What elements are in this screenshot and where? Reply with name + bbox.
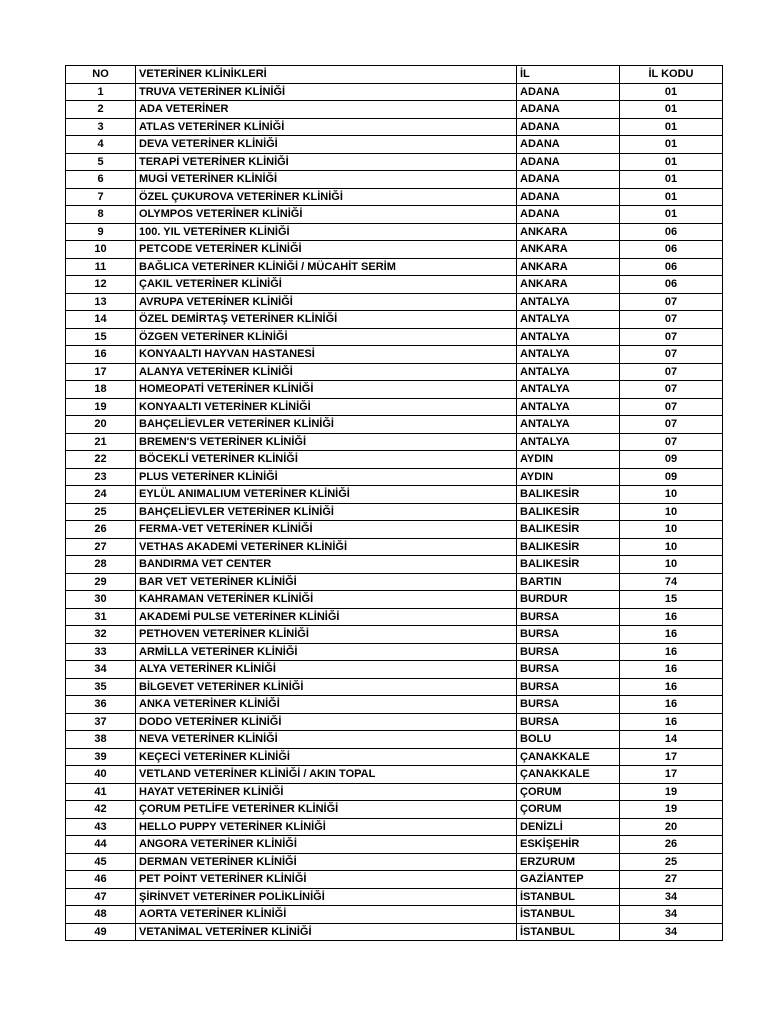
document-sheet xyxy=(65,65,694,941)
province-code-cell: 09 xyxy=(620,451,723,469)
province-cell: BURSA xyxy=(517,713,620,731)
table-row xyxy=(66,381,723,399)
province-code-cell: 07 xyxy=(620,398,723,416)
clinic-name-cell: HOMEOPATİ VETERİNER KLİNİĞİ xyxy=(136,381,517,399)
province-code-cell: 07 xyxy=(620,416,723,434)
clinic-name-cell: PETHOVEN VETERİNER KLİNİĞİ xyxy=(136,626,517,644)
table-row xyxy=(66,346,723,364)
row-number: 9 xyxy=(66,223,136,241)
clinic-name-cell: HELLO PUPPY VETERİNER KLİNİĞİ xyxy=(136,818,517,836)
row-number: 41 xyxy=(66,783,136,801)
table-row xyxy=(66,521,723,539)
table-row xyxy=(66,486,723,504)
province-code-cell: 10 xyxy=(620,538,723,556)
row-number: 30 xyxy=(66,591,136,609)
row-number: 16 xyxy=(66,346,136,364)
province-cell: AYDIN xyxy=(517,451,620,469)
clinic-name-cell: DERMAN VETERİNER KLİNİĞİ xyxy=(136,853,517,871)
province-cell: BURSA xyxy=(517,608,620,626)
province-cell: İSTANBUL xyxy=(517,888,620,906)
province-code-cell: 15 xyxy=(620,591,723,609)
province-code-cell: 27 xyxy=(620,871,723,889)
row-number: 15 xyxy=(66,328,136,346)
table-row xyxy=(66,363,723,381)
row-number: 47 xyxy=(66,888,136,906)
clinic-name-cell: DODO VETERİNER KLİNİĞİ xyxy=(136,713,517,731)
clinic-name-cell: ARMİLLA VETERİNER KLİNİĞİ xyxy=(136,643,517,661)
province-code-cell: 01 xyxy=(620,83,723,101)
clinic-name-cell: AORTA VETERİNER KLİNİĞİ xyxy=(136,906,517,924)
clinic-name-cell: BANDIRMA VET CENTER xyxy=(136,556,517,574)
province-cell: AYDIN xyxy=(517,468,620,486)
province-cell: DENİZLİ xyxy=(517,818,620,836)
province-code-cell: 34 xyxy=(620,906,723,924)
province-cell: ANTALYA xyxy=(517,416,620,434)
table-row xyxy=(66,276,723,294)
row-number: 19 xyxy=(66,398,136,416)
clinic-name-cell: BÖCEKLİ VETERİNER KLİNİĞİ xyxy=(136,451,517,469)
row-number: 2 xyxy=(66,101,136,119)
province-code-cell: 07 xyxy=(620,346,723,364)
province-cell: ANKARA xyxy=(517,223,620,241)
row-number: 23 xyxy=(66,468,136,486)
row-number: 20 xyxy=(66,416,136,434)
row-number: 31 xyxy=(66,608,136,626)
table-row xyxy=(66,416,723,434)
province-code-cell: 06 xyxy=(620,241,723,259)
clinic-name-cell: BREMEN'S VETERİNER KLİNİĞİ xyxy=(136,433,517,451)
province-cell: BURSA xyxy=(517,696,620,714)
province-cell: ANTALYA xyxy=(517,328,620,346)
row-number: 48 xyxy=(66,906,136,924)
province-code-cell: 16 xyxy=(620,678,723,696)
row-number: 42 xyxy=(66,801,136,819)
province-cell: BALIKESİR xyxy=(517,486,620,504)
province-cell: BALIKESİR xyxy=(517,503,620,521)
header-province-code: İL KODU xyxy=(620,66,723,84)
table-row xyxy=(66,538,723,556)
header-clinic-name: VETERİNER KLİNİKLERİ xyxy=(136,66,517,84)
province-cell: BURSA xyxy=(517,661,620,679)
province-cell: BURSA xyxy=(517,678,620,696)
province-code-cell: 16 xyxy=(620,643,723,661)
header-no: NO xyxy=(66,66,136,84)
province-cell: ERZURUM xyxy=(517,853,620,871)
clinic-name-cell: BİLGEVET VETERİNER KLİNİĞİ xyxy=(136,678,517,696)
table-row xyxy=(66,171,723,189)
row-number: 7 xyxy=(66,188,136,206)
province-code-cell: 10 xyxy=(620,503,723,521)
table-row xyxy=(66,748,723,766)
header-province: İL xyxy=(517,66,620,84)
table-row xyxy=(66,101,723,119)
clinic-name-cell: KEÇECİ VETERİNER KLİNİĞİ xyxy=(136,748,517,766)
clinic-name-cell: AKADEMİ PULSE VETERİNER KLİNİĞİ xyxy=(136,608,517,626)
province-code-cell: 07 xyxy=(620,381,723,399)
province-code-cell: 01 xyxy=(620,101,723,119)
table-row xyxy=(66,188,723,206)
province-cell: ADANA xyxy=(517,83,620,101)
clinic-name-cell: ALANYA VETERİNER KLİNİĞİ xyxy=(136,363,517,381)
row-number: 11 xyxy=(66,258,136,276)
province-code-cell: 34 xyxy=(620,923,723,941)
province-code-cell: 01 xyxy=(620,206,723,224)
province-code-cell: 07 xyxy=(620,433,723,451)
province-code-cell: 09 xyxy=(620,468,723,486)
province-cell: İSTANBUL xyxy=(517,923,620,941)
clinic-name-cell: ANKA VETERİNER KLİNİĞİ xyxy=(136,696,517,714)
province-code-cell: 01 xyxy=(620,136,723,154)
province-cell: ÇORUM xyxy=(517,783,620,801)
table-row xyxy=(66,801,723,819)
province-code-cell: 06 xyxy=(620,223,723,241)
row-number: 39 xyxy=(66,748,136,766)
province-cell: ADANA xyxy=(517,136,620,154)
province-code-cell: 14 xyxy=(620,731,723,749)
clinic-name-cell: BAR VET VETERİNER KLİNİĞİ xyxy=(136,573,517,591)
clinic-name-cell: HAYAT VETERİNER KLİNİĞİ xyxy=(136,783,517,801)
table-row xyxy=(66,853,723,871)
table-row xyxy=(66,573,723,591)
province-cell: BURSA xyxy=(517,643,620,661)
province-cell: BALIKESİR xyxy=(517,521,620,539)
province-cell: ANTALYA xyxy=(517,363,620,381)
table-row xyxy=(66,696,723,714)
row-number: 46 xyxy=(66,871,136,889)
province-code-cell: 34 xyxy=(620,888,723,906)
province-code-cell: 07 xyxy=(620,363,723,381)
table-row xyxy=(66,206,723,224)
clinic-name-cell: ÇORUM PETLİFE VETERİNER KLİNİĞİ xyxy=(136,801,517,819)
row-number: 5 xyxy=(66,153,136,171)
clinic-name-cell: ATLAS VETERİNER KLİNİĞİ xyxy=(136,118,517,136)
table-row xyxy=(66,311,723,329)
province-code-cell: 07 xyxy=(620,311,723,329)
row-number: 6 xyxy=(66,171,136,189)
province-cell: ADANA xyxy=(517,153,620,171)
province-code-cell: 06 xyxy=(620,258,723,276)
row-number: 27 xyxy=(66,538,136,556)
province-cell: ANKARA xyxy=(517,258,620,276)
table-row xyxy=(66,766,723,784)
province-code-cell: 74 xyxy=(620,573,723,591)
clinic-name-cell: VETANİMAL VETERİNER KLİNİĞİ xyxy=(136,923,517,941)
province-cell: ADANA xyxy=(517,171,620,189)
row-number: 44 xyxy=(66,836,136,854)
clinic-name-cell: ADA VETERİNER xyxy=(136,101,517,119)
table-body xyxy=(66,83,723,941)
clinic-name-cell: ÇAKIL VETERİNER KLİNİĞİ xyxy=(136,276,517,294)
province-code-cell: 17 xyxy=(620,748,723,766)
province-code-cell: 16 xyxy=(620,661,723,679)
clinic-name-cell: OLYMPOS VETERİNER KLİNİĞİ xyxy=(136,206,517,224)
row-number: 3 xyxy=(66,118,136,136)
row-number: 14 xyxy=(66,311,136,329)
clinic-name-cell: PET POİNT VETERİNER KLİNİĞİ xyxy=(136,871,517,889)
province-code-cell: 25 xyxy=(620,853,723,871)
province-code-cell: 19 xyxy=(620,783,723,801)
row-number: 45 xyxy=(66,853,136,871)
table-row xyxy=(66,556,723,574)
province-code-cell: 07 xyxy=(620,293,723,311)
province-code-cell: 01 xyxy=(620,153,723,171)
row-number: 17 xyxy=(66,363,136,381)
row-number: 8 xyxy=(66,206,136,224)
clinic-name-cell: FERMA-VET VETERİNER KLİNİĞİ xyxy=(136,521,517,539)
province-cell: ANTALYA xyxy=(517,381,620,399)
province-cell: BALIKESİR xyxy=(517,538,620,556)
row-number: 29 xyxy=(66,573,136,591)
province-cell: ANTALYA xyxy=(517,398,620,416)
province-code-cell: 06 xyxy=(620,276,723,294)
province-cell: ANTALYA xyxy=(517,293,620,311)
row-number: 36 xyxy=(66,696,136,714)
province-cell: ANKARA xyxy=(517,241,620,259)
table-row xyxy=(66,661,723,679)
province-cell: BURDUR xyxy=(517,591,620,609)
province-code-cell: 16 xyxy=(620,626,723,644)
province-code-cell: 01 xyxy=(620,188,723,206)
row-number: 24 xyxy=(66,486,136,504)
province-code-cell: 16 xyxy=(620,713,723,731)
clinic-name-cell: AVRUPA VETERİNER KLİNİĞİ xyxy=(136,293,517,311)
row-number: 34 xyxy=(66,661,136,679)
row-number: 10 xyxy=(66,241,136,259)
province-code-cell: 01 xyxy=(620,118,723,136)
table-row xyxy=(66,258,723,276)
table-row xyxy=(66,818,723,836)
clinic-name-cell: ÖZEL DEMİRTAŞ VETERİNER KLİNİĞİ xyxy=(136,311,517,329)
province-code-cell: 10 xyxy=(620,486,723,504)
clinic-name-cell: KAHRAMAN VETERİNER KLİNİĞİ xyxy=(136,591,517,609)
province-code-cell: 10 xyxy=(620,556,723,574)
province-code-cell: 10 xyxy=(620,521,723,539)
province-cell: ANKARA xyxy=(517,276,620,294)
row-number: 32 xyxy=(66,626,136,644)
province-cell: BALIKESİR xyxy=(517,556,620,574)
table-row xyxy=(66,923,723,941)
table-row xyxy=(66,643,723,661)
table-row xyxy=(66,118,723,136)
table-row xyxy=(66,871,723,889)
table-row xyxy=(66,468,723,486)
clinic-name-cell: ALYA VETERİNER KLİNİĞİ xyxy=(136,661,517,679)
table-row xyxy=(66,906,723,924)
row-number: 37 xyxy=(66,713,136,731)
clinic-name-cell: VETHAS AKADEMİ VETERİNER KLİNİĞİ xyxy=(136,538,517,556)
province-code-cell: 01 xyxy=(620,171,723,189)
clinic-name-cell: 100. YIL VETERİNER KLİNİĞİ xyxy=(136,223,517,241)
province-cell: ADANA xyxy=(517,188,620,206)
row-number: 18 xyxy=(66,381,136,399)
table-row xyxy=(66,713,723,731)
table-row xyxy=(66,223,723,241)
clinic-name-cell: TRUVA VETERİNER KLİNİĞİ xyxy=(136,83,517,101)
province-cell: ANTALYA xyxy=(517,346,620,364)
province-cell: ADANA xyxy=(517,101,620,119)
table-row xyxy=(66,626,723,644)
province-cell: BURSA xyxy=(517,626,620,644)
clinic-table xyxy=(65,65,723,941)
clinic-name-cell: PETCODE VETERİNER KLİNİĞİ xyxy=(136,241,517,259)
province-cell: ÇANAKKALE xyxy=(517,748,620,766)
province-code-cell: 07 xyxy=(620,328,723,346)
row-number: 33 xyxy=(66,643,136,661)
province-cell: ÇORUM xyxy=(517,801,620,819)
clinic-name-cell: EYLÜL ANIMALIUM VETERİNER KLİNİĞİ xyxy=(136,486,517,504)
table-row xyxy=(66,433,723,451)
row-number: 35 xyxy=(66,678,136,696)
table-row xyxy=(66,678,723,696)
table-row xyxy=(66,398,723,416)
table-row xyxy=(66,731,723,749)
province-cell: GAZİANTEP xyxy=(517,871,620,889)
clinic-name-cell: MUGİ VETERİNER KLİNİĞİ xyxy=(136,171,517,189)
clinic-name-cell: BAHÇELİEVLER VETERİNER KLİNİĞİ xyxy=(136,416,517,434)
clinic-name-cell: PLUS VETERİNER KLİNİĞİ xyxy=(136,468,517,486)
table-row xyxy=(66,328,723,346)
row-number: 26 xyxy=(66,521,136,539)
table-row xyxy=(66,503,723,521)
row-number: 1 xyxy=(66,83,136,101)
clinic-name-cell: NEVA VETERİNER KLİNİĞİ xyxy=(136,731,517,749)
province-cell: ESKİŞEHİR xyxy=(517,836,620,854)
row-number: 28 xyxy=(66,556,136,574)
province-code-cell: 16 xyxy=(620,696,723,714)
row-number: 13 xyxy=(66,293,136,311)
province-code-cell: 17 xyxy=(620,766,723,784)
province-cell: ÇANAKKALE xyxy=(517,766,620,784)
province-cell: BOLU xyxy=(517,731,620,749)
table-row xyxy=(66,888,723,906)
province-cell: ANTALYA xyxy=(517,433,620,451)
province-cell: ADANA xyxy=(517,118,620,136)
row-number: 38 xyxy=(66,731,136,749)
clinic-name-cell: TERAPİ VETERİNER KLİNİĞİ xyxy=(136,153,517,171)
row-number: 21 xyxy=(66,433,136,451)
row-number: 12 xyxy=(66,276,136,294)
row-number: 40 xyxy=(66,766,136,784)
clinic-name-cell: BAHÇELİEVLER VETERİNER KLİNİĞİ xyxy=(136,503,517,521)
table-row xyxy=(66,591,723,609)
clinic-name-cell: KONYAALTI HAYVAN HASTANESİ xyxy=(136,346,517,364)
province-code-cell: 16 xyxy=(620,608,723,626)
clinic-name-cell: KONYAALTI VETERİNER KLİNİĞİ xyxy=(136,398,517,416)
table-row xyxy=(66,451,723,469)
table-row xyxy=(66,836,723,854)
province-cell: BARTIN xyxy=(517,573,620,591)
province-cell: ANTALYA xyxy=(517,311,620,329)
province-code-cell: 26 xyxy=(620,836,723,854)
table-row xyxy=(66,293,723,311)
row-number: 22 xyxy=(66,451,136,469)
row-number: 4 xyxy=(66,136,136,154)
table-row xyxy=(66,136,723,154)
table-row xyxy=(66,83,723,101)
row-number: 43 xyxy=(66,818,136,836)
clinic-name-cell: BAĞLICA VETERİNER KLİNİĞİ / MÜCAHİT SERİM xyxy=(136,258,517,276)
table-row xyxy=(66,241,723,259)
province-cell: İSTANBUL xyxy=(517,906,620,924)
clinic-name-cell: ÖZGEN VETERİNER KLİNİĞİ xyxy=(136,328,517,346)
header-row xyxy=(66,66,723,84)
table-row xyxy=(66,783,723,801)
table-row xyxy=(66,608,723,626)
province-cell: ADANA xyxy=(517,206,620,224)
clinic-name-cell: ÖZEL ÇUKUROVA VETERİNER KLİNİĞİ xyxy=(136,188,517,206)
clinic-name-cell: VETLAND VETERİNER KLİNİĞİ / AKIN TOPAL xyxy=(136,766,517,784)
province-code-cell: 20 xyxy=(620,818,723,836)
clinic-name-cell: ŞİRİNVET VETERİNER POLİKLİNİĞİ xyxy=(136,888,517,906)
table-row xyxy=(66,153,723,171)
row-number: 25 xyxy=(66,503,136,521)
clinic-name-cell: ANGORA VETERİNER KLİNİĞİ xyxy=(136,836,517,854)
clinic-name-cell: DEVA VETERİNER KLİNİĞİ xyxy=(136,136,517,154)
province-code-cell: 19 xyxy=(620,801,723,819)
row-number: 49 xyxy=(66,923,136,941)
